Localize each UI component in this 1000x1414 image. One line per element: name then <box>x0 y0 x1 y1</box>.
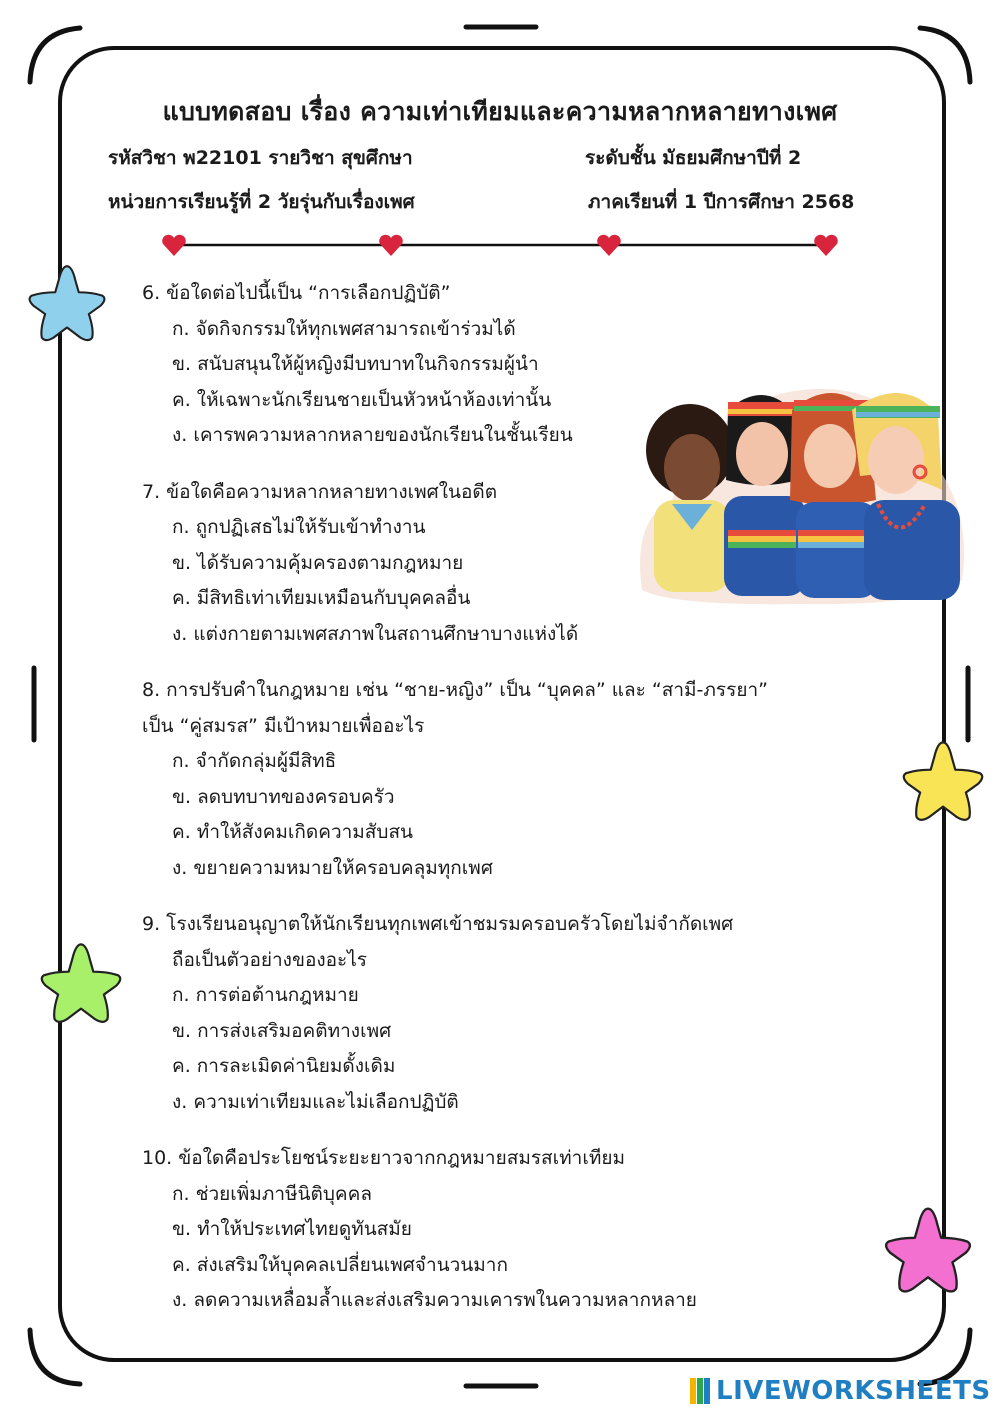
option-c[interactable]: ค. ให้เฉพาะนักเรียนชายเป็นหัวหน้าห้องเท่านั้น <box>172 388 552 411</box>
option-c[interactable]: ค. ทำให้สังคมเกิดความสับสน <box>172 821 414 843</box>
heart-divider <box>160 232 840 260</box>
question-text-continued: ถือเป็นตัวอย่างของอะไร <box>172 948 368 971</box>
option-b[interactable]: ข. ทำให้ประเทศไทยดูทันสมัย <box>172 1218 412 1240</box>
option-a[interactable]: ก. การต่อต้านกฎหมาย <box>172 984 359 1006</box>
question-7 <box>142 475 842 653</box>
star-icon <box>898 738 988 826</box>
course-code: รหัสวิชา พ22101 รายวิชา สุขศึกษา <box>108 147 413 169</box>
question-text: 10. ข้อใดคือประโยชน์ระยะยาวจากกฎหมายสมรสเท่าเทียม <box>142 1147 626 1169</box>
option-b[interactable]: ข. ได้รับความคุ้มครองตามกฎหมาย <box>172 551 464 574</box>
option-d[interactable]: ง. แต่งกายตามเพศสภาพในสถานศึกษาบางแห่งได้ <box>172 622 579 645</box>
question-text: 8. การปรับคำในกฎหมาย เช่น “ชาย-หญิง” เป็น “บุคคล” และ “สามี-ภรรยา” <box>142 679 768 701</box>
question-text: 9. โรงเรียนอนุญาตให้นักเรียนทุกเพศเข้าชมรมครอบครัวโดยไม่จำกัดเพศ <box>142 913 734 935</box>
option-a[interactable]: ก. ถูกปฏิเสธไม่ให้รับเข้าทำงาน <box>172 516 426 538</box>
question-9 <box>142 907 842 1120</box>
option-b[interactable]: ข. การส่งเสริมอคติทางเพศ <box>172 1019 392 1042</box>
question-10 <box>142 1141 842 1319</box>
semester: ภาคเรียนที่ 1 ปีการศึกษา 2568 <box>588 191 855 213</box>
grade-level: ระดับชั้น มัธยมศึกษาปีที่ 2 <box>585 147 802 169</box>
question-list <box>142 276 842 1340</box>
question-text-continued: เป็น “คู่สมรส” มีเป้าหมายเพื่ออะไร <box>142 714 425 737</box>
option-d[interactable]: ง. เคารพความหลากหลายของนักเรียนในชั้นเรียน <box>172 424 573 446</box>
star-icon <box>24 262 110 346</box>
star-icon <box>36 940 126 1028</box>
question-text: 7. ข้อใดคือความหลากหลายทางเพศในอดีต <box>142 480 498 503</box>
option-d[interactable]: ง. ขยายความหมายให้ครอบคลุมทุกเพศ <box>172 856 493 879</box>
question-6 <box>142 276 842 454</box>
liveworksheets-logo[interactable] <box>690 1376 991 1406</box>
option-d[interactable]: ง. ลดความเหลื่อมล้ำและส่งเสริมความเคารพในความหลากหลาย <box>172 1289 697 1311</box>
option-b[interactable]: ข. สนับสนุนให้ผู้หญิงมีบทบาทในกิจกรรมผู้นำ <box>172 353 539 375</box>
option-a[interactable]: ก. จัดกิจกรรมให้ทุกเพศสามารถเข้าร่วมได้ <box>172 317 516 340</box>
question-8 <box>142 673 842 886</box>
option-a[interactable]: ก. จำกัดกลุ่มผู้มีสิทธิ <box>172 750 337 772</box>
heart-icon <box>814 235 838 256</box>
heart-icon <box>597 235 621 256</box>
question-text: 6. ข้อใดต่อไปนี้เป็น “การเลือกปฏิบัติ” <box>142 282 451 304</box>
heart-icon <box>162 235 186 256</box>
option-c[interactable]: ค. ส่งเสริมให้บุคคลเปลี่ยนเพศจำนวนมาก <box>172 1253 508 1276</box>
liveworksheets-icon <box>690 1378 710 1404</box>
option-b[interactable]: ข. ลดบทบาทของครอบครัว <box>172 785 395 808</box>
page-title: แบบทดสอบ เรื่อง ความเท่าเทียมและความหลากหลายทางเพศ <box>162 97 838 126</box>
heart-icon <box>379 235 403 256</box>
option-c[interactable]: ค. มีสิทธิเท่าเทียมเหมือนกับบุคคลอื่น <box>172 587 471 609</box>
option-a[interactable]: ก. ช่วยเพิ่มภาษีนิติบุคคล <box>172 1182 372 1205</box>
learning-unit: หน่วยการเรียนรู้ที่ 2 วัยรุ่นกับเรื่องเพศ <box>108 191 415 213</box>
option-c[interactable]: ค. การละเมิดค่านิยมดั้งเดิม <box>172 1055 396 1077</box>
star-icon <box>880 1204 976 1298</box>
option-d[interactable]: ง. ความเท่าเทียมและไม่เลือกปฏิบัติ <box>172 1090 459 1113</box>
brand-name: LIVEWORKSHEETS <box>716 1376 991 1406</box>
